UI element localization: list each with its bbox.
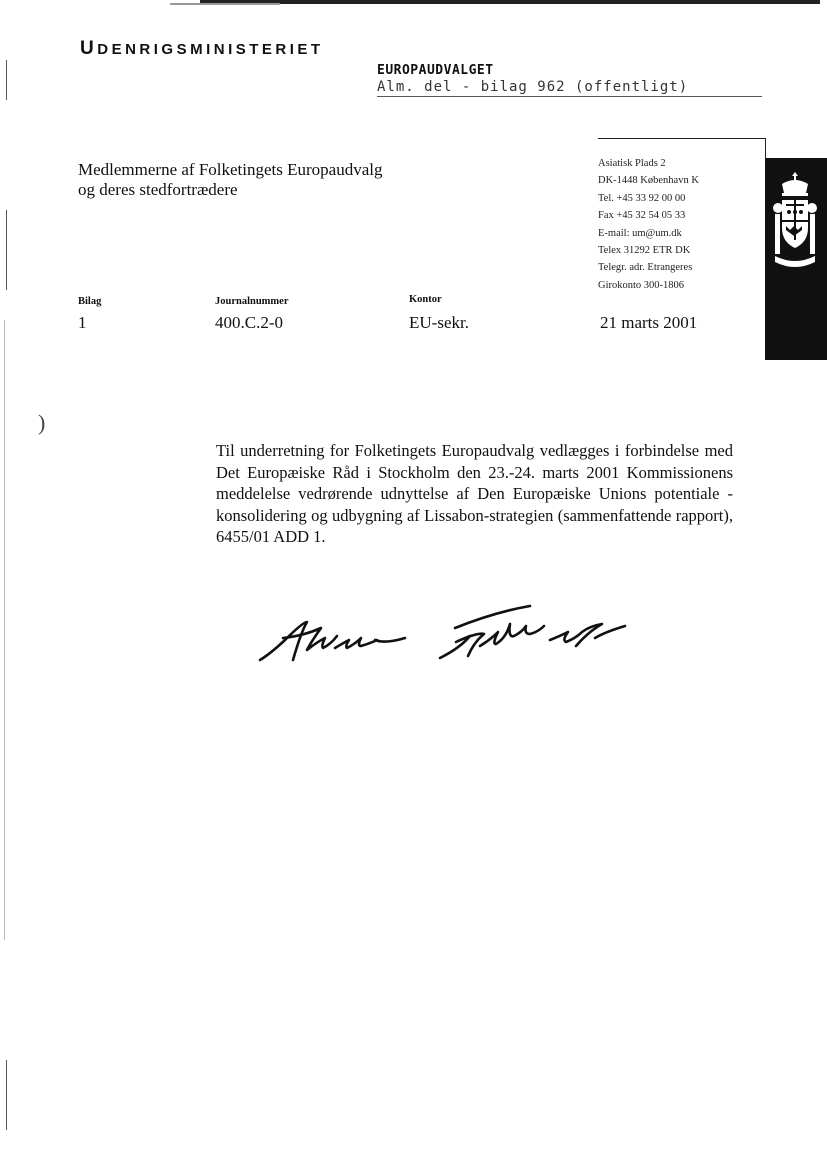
- bilag-value: 1: [78, 313, 87, 332]
- address-street: Asiatisk Plads 2: [598, 158, 666, 169]
- margin-mark: [6, 60, 7, 100]
- letter-body: Til underretning for Folketingets Europaudvalg vedlægges i forbindelse med Det Europæiske Råd i Stockholm den 23.-24. marts 2001 Kommissionens meddelelse vedrørende udnyttelse af Den Europæiske Unions potentiale - konsolidering og udbygning af Lissabon-strategien (sammenfattende rapport), 6455/01 ADD 1.: [216, 441, 733, 546]
- journal-label: Journalnummer: [215, 296, 289, 307]
- stamp-reference: Alm. del - bilag 962 (offentligt): [377, 79, 689, 95]
- journal-value: 400.C.2-0: [215, 313, 283, 332]
- letter-date: 21 marts 2001: [600, 313, 698, 332]
- recipient-block: [78, 160, 383, 200]
- address-block: [598, 155, 699, 294]
- kontor-value: EU-sekr.: [409, 313, 469, 332]
- scan-top-edge: [200, 0, 820, 4]
- address-email: E-mail: um@um.dk: [598, 227, 682, 239]
- address-city: DK-1448 København K: [598, 175, 699, 187]
- ministry-name: UDENRIGSMINISTERIET: [80, 38, 324, 59]
- bilag-label: Bilag: [78, 296, 102, 307]
- scan-top-edge-faint: [170, 3, 280, 5]
- address-rule-vertical: [765, 138, 766, 158]
- margin-mark: [6, 1060, 7, 1130]
- kontor-label: Kontor: [409, 294, 442, 305]
- address-rule: [598, 138, 765, 139]
- address-fax: Fax +45 32 54 05 33: [598, 210, 686, 222]
- address-giro: Girokonto 300-1806: [598, 279, 685, 291]
- recipient-line: og deres stedfortrædere: [78, 180, 238, 199]
- stamp-underline: [377, 96, 762, 97]
- scan-artifact-paren: ): [38, 410, 46, 435]
- address-telex: Telex 31292 ETR DK: [598, 245, 691, 257]
- stamp-committee: EUROPAUDVALGET: [377, 63, 494, 78]
- margin-mark: [4, 320, 5, 940]
- recipient-line: Medlemmerne af Folketingets Europaudvalg: [78, 160, 383, 179]
- signature: [255, 600, 645, 670]
- address-tel: Tel. +45 33 92 00 00: [598, 192, 686, 204]
- royal-crest-icon: [770, 170, 820, 280]
- margin-mark: [6, 210, 7, 290]
- address-telegr: Telegr. adr. Etrangeres: [598, 262, 693, 274]
